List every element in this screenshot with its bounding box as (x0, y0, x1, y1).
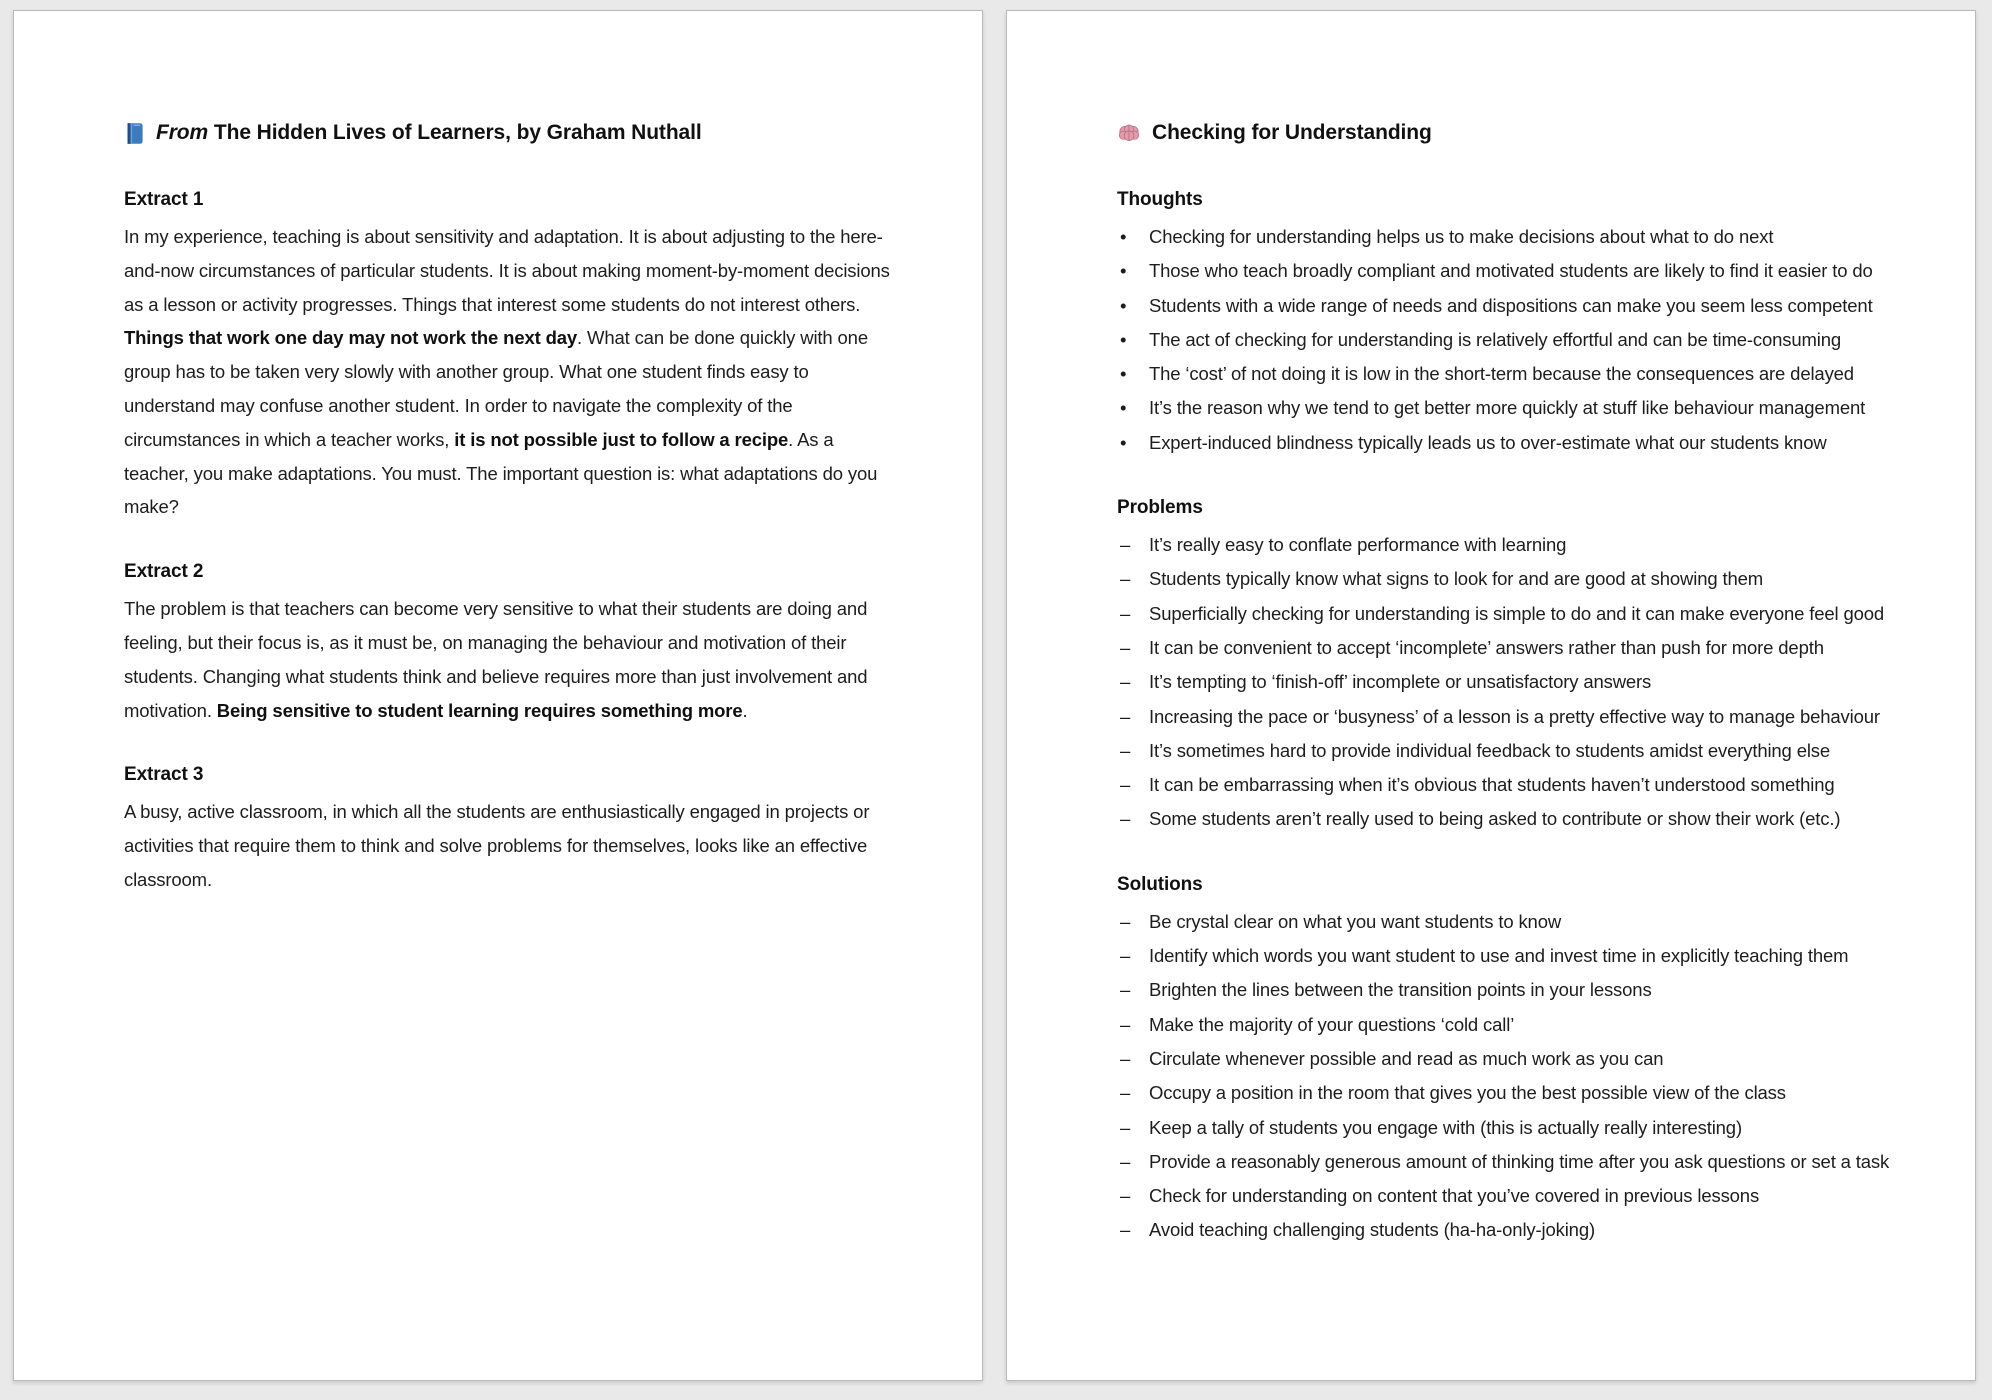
extract-paragraph (124, 795, 896, 896)
list-item-text: Avoid teaching challenging students (ha-ha-only-joking) (1149, 1219, 1595, 1241)
bullet-marker: • (1120, 260, 1127, 282)
extract-heading: Extract 1 (124, 189, 204, 210)
page-left-content (14, 11, 982, 897)
bold-text-run: Things that work one day may not work the next day (124, 327, 578, 349)
list-item (1117, 1042, 1917, 1076)
list-item (1117, 357, 1917, 391)
brain-icon (1117, 123, 1141, 143)
extract-section (124, 183, 924, 524)
left-page-title-text (156, 121, 702, 145)
bullet-marker: – (1120, 979, 1131, 1001)
list-section (1117, 868, 1917, 1248)
extract-paragraph (124, 592, 896, 727)
left-page-title (124, 121, 924, 145)
list-item-text: Identify which words you want student to use and invest time in explicitly teaching them (1149, 945, 1849, 967)
list-item (1117, 220, 1917, 254)
list-item (1117, 905, 1917, 939)
bullet-marker: – (1120, 774, 1131, 796)
list-item-text: It’s the reason why we tend to get better more quickly at stuff like behaviour management (1149, 397, 1866, 419)
right-page-title (1117, 121, 1917, 145)
right-page-title-text: Checking for Understanding (1152, 121, 1432, 144)
list-items (1117, 528, 1917, 837)
list-items (1117, 220, 1917, 460)
bullet-marker: • (1120, 294, 1127, 316)
list-item-text: Students with a wide range of needs and dispositions can make you seem less competent (1149, 294, 1873, 316)
list-item-text: Circulate whenever possible and read as much work as you can (1149, 1047, 1664, 1069)
list-item (1117, 254, 1917, 288)
text-run: . What can be done quickly with one group has to be taken very slowly with another group. What one student finds easy to understand may confuse another student. In order to navigate the complexity of the circumstances in which a teacher works, (124, 327, 868, 450)
list-items (1117, 905, 1917, 1248)
bullet-marker: – (1120, 1047, 1131, 1069)
page-left (13, 10, 983, 1381)
list-item (1117, 1111, 1917, 1145)
list-item-text: It can be embarrassing when it’s obvious that students haven’t understood something (1149, 774, 1835, 796)
list-item (1117, 597, 1917, 631)
list-item (1117, 426, 1917, 460)
bullet-marker: – (1120, 1082, 1131, 1104)
bullet-marker: – (1120, 1013, 1131, 1035)
list-item-text: It’s tempting to ‘finish-off’ incomplete or unsatisfactory answers (1149, 671, 1652, 693)
left-sections (124, 183, 924, 897)
blue-book-icon (124, 122, 145, 145)
list-item-text: Some students aren’t really used to being asked to contribute or show their work (etc.) (1149, 808, 1841, 830)
bullet-marker: – (1120, 568, 1131, 590)
list-item-text: Occupy a position in the room that gives you the best possible view of the class (1149, 1082, 1786, 1104)
list-item (1117, 1008, 1917, 1042)
bullet-marker: – (1120, 1185, 1131, 1207)
text-run: . As a teacher, you make adaptations. You must. The important question is: what adaptations do you make? (124, 428, 878, 518)
title-from-word: From (156, 121, 209, 144)
bullet-marker: – (1120, 1219, 1131, 1241)
list-item (1117, 323, 1917, 357)
list-item-text: It’s really easy to conflate performance with learning (1149, 534, 1567, 556)
list-item (1117, 562, 1917, 596)
list-item (1117, 528, 1917, 562)
bold-text-run: Being sensitive to student learning requires something more (216, 699, 743, 721)
extract-section (124, 555, 924, 727)
list-item (1117, 1076, 1917, 1110)
list-item-text: Keep a tally of students you engage with (this is actually really interesting) (1149, 1116, 1742, 1138)
bullet-marker: – (1120, 1150, 1131, 1172)
list-heading: Thoughts (1117, 189, 1203, 210)
list-item (1117, 289, 1917, 323)
list-item-text: Those who teach broadly compliant and motivated students are likely to find it easier to do (1149, 260, 1873, 282)
text-run: The problem is that teachers can become very sensitive to what their students are doing and feeling, but their focus is, as it must be, on managing the behaviour and motivation of their students. Changing what students think and believe requires more than just involvement and motivation. (124, 598, 868, 721)
extract-paragraph (124, 220, 896, 524)
bullet-marker: – (1120, 739, 1131, 761)
list-item (1117, 391, 1917, 425)
bullet-marker: – (1120, 636, 1131, 658)
extract-section (124, 758, 924, 896)
list-item-text: Increasing the pace or ‘busyness’ of a lesson is a pretty effective way to manage behaviour (1149, 705, 1880, 727)
text-run: . (742, 699, 748, 721)
list-item (1117, 802, 1917, 836)
bullet-marker: • (1120, 328, 1127, 350)
bullet-marker: – (1120, 1116, 1131, 1138)
bullet-marker: – (1120, 671, 1131, 693)
list-item-text: Brighten the lines between the transition points in your lessons (1149, 979, 1652, 1001)
page-right-content (1007, 11, 1975, 1248)
bullet-marker: – (1120, 705, 1131, 727)
list-item-text: Check for understanding on content that you’ve covered in previous lessons (1149, 1185, 1760, 1207)
extract-heading: Extract 3 (124, 764, 204, 786)
bullet-marker: – (1120, 910, 1131, 932)
list-item-text: Make the majority of your questions ‘cold call’ (1149, 1013, 1515, 1035)
bullet-marker: – (1120, 602, 1131, 624)
list-item-text: It can be convenient to accept ‘incomplete’ answers rather than push for more depth (1149, 636, 1824, 658)
list-item (1117, 665, 1917, 699)
list-item (1117, 939, 1917, 973)
list-item-text: Provide a reasonably generous amount of thinking time after you ask questions or set a task (1149, 1150, 1890, 1172)
extract-heading: Extract 2 (124, 561, 204, 583)
text-run: A busy, active classroom, in which all the students are enthusiastically engaged in projects or activities that require them to think and solve problems for themselves, looks like an effective classroom. (124, 801, 870, 890)
bullet-marker: – (1120, 945, 1131, 967)
bold-text-run: it is not possible just to follow a recipe (454, 428, 789, 450)
list-section (1117, 183, 1917, 460)
bullet-marker: – (1120, 808, 1131, 830)
list-heading: Problems (1117, 497, 1203, 519)
page-right (1006, 10, 1976, 1381)
text-run: In my experience, teaching is about sensitivity and adaptation. It is about adjusting to the here-and-now circumstances of particular students. It is about making moment-by-moment decisions as a lesson or activity progresses. Things that interest some students do not interest others. (124, 226, 890, 315)
bullet-marker: – (1120, 534, 1131, 556)
list-item-text: Be crystal clear on what you want students to know (1149, 910, 1562, 932)
title-rest: The Hidden Lives of Learners, by Graham Nuthall (213, 121, 702, 144)
list-item-text: Students typically know what signs to look for and are good at showing them (1149, 568, 1763, 590)
right-sections (1117, 183, 1917, 1248)
list-item (1117, 1213, 1917, 1247)
list-item (1117, 768, 1917, 802)
list-section (1117, 491, 1917, 837)
list-heading: Solutions (1117, 873, 1203, 895)
bullet-marker: • (1120, 431, 1127, 453)
list-item-text: The ‘cost’ of not doing it is low in the short-term because the consequences are delayed (1149, 363, 1854, 385)
list-item-text: The act of checking for understanding is relatively effortful and can be time-consuming (1149, 328, 1842, 350)
list-item (1117, 631, 1917, 665)
bullet-marker: • (1120, 226, 1127, 247)
bullet-marker: • (1120, 397, 1127, 419)
list-item (1117, 973, 1917, 1007)
list-item (1117, 1145, 1917, 1179)
list-item (1117, 1179, 1917, 1213)
list-item-text: It’s sometimes hard to provide individual feedback to students amidst everything else (1149, 739, 1831, 761)
bullet-marker: • (1120, 363, 1127, 385)
list-item-text: Expert-induced blindness typically leads us to over-estimate what our students know (1149, 431, 1827, 453)
list-item (1117, 700, 1917, 734)
list-item-text: Checking for understanding helps us to make decisions about what to do next (1149, 226, 1774, 247)
list-item-text: Superficially checking for understanding is simple to do and it can make everyone feel good (1149, 602, 1885, 624)
list-item (1117, 734, 1917, 768)
